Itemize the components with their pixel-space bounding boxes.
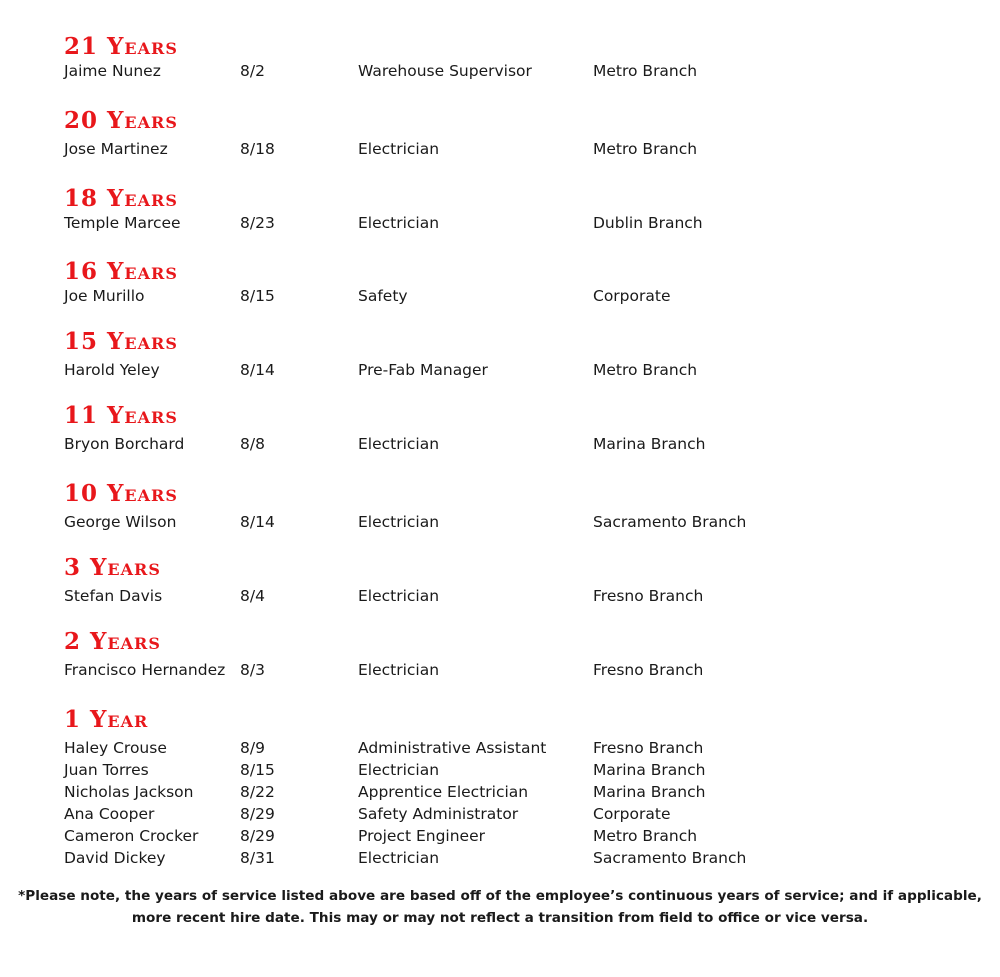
job-title: Electrician bbox=[358, 761, 440, 779]
employee-name: Joe Murillo bbox=[64, 287, 145, 305]
branch-name: Marina Branch bbox=[593, 761, 706, 779]
group-heading: 18 Years bbox=[64, 185, 178, 212]
group-heading: 11 Years bbox=[64, 402, 178, 429]
employee-row bbox=[0, 737, 1000, 759]
employee-name: Francisco Hernandez bbox=[64, 661, 226, 679]
job-title: Safety Administrator bbox=[358, 805, 519, 823]
branch-name: Metro Branch bbox=[593, 62, 698, 80]
job-title: Safety bbox=[358, 287, 408, 305]
branch-name: Sacramento Branch bbox=[593, 849, 747, 867]
branch-name: Dublin Branch bbox=[593, 214, 703, 232]
employee-row bbox=[0, 212, 1000, 234]
employee-row bbox=[0, 803, 1000, 825]
anniversary-date: 8/31 bbox=[240, 849, 275, 867]
branch-name: Fresno Branch bbox=[593, 739, 704, 757]
employee-row bbox=[0, 825, 1000, 847]
branch-name: Fresno Branch bbox=[593, 587, 704, 605]
group-heading: 10 Years bbox=[64, 480, 178, 507]
employee-row bbox=[0, 585, 1000, 607]
job-title: Project Engineer bbox=[358, 827, 485, 845]
job-title: Electrician bbox=[358, 140, 440, 158]
anniversary-date: 8/15 bbox=[240, 287, 275, 305]
employee-row bbox=[0, 359, 1000, 381]
job-title: Electrician bbox=[358, 587, 440, 605]
branch-name: Corporate bbox=[593, 805, 671, 823]
employee-row bbox=[0, 433, 1000, 455]
anniversary-date: 8/14 bbox=[240, 361, 275, 379]
anniversary-date: 8/23 bbox=[240, 214, 275, 232]
group-heading: 20 Years bbox=[64, 107, 178, 134]
employee-row bbox=[0, 659, 1000, 681]
footnote-line-2: more recent hire date. This may or may not reflect a transition from field to office or vice versa. bbox=[131, 910, 869, 926]
employee-name: Nicholas Jackson bbox=[64, 783, 194, 801]
group-heading: 1 Year bbox=[64, 706, 149, 733]
employee-name: Ana Cooper bbox=[64, 805, 155, 823]
branch-name: Marina Branch bbox=[593, 783, 706, 801]
employee-name: Haley Crouse bbox=[64, 739, 167, 757]
anniversary-date: 8/9 bbox=[240, 739, 265, 757]
group-heading: 21 Years bbox=[64, 33, 178, 60]
group-heading: 2 Years bbox=[64, 628, 161, 655]
branch-name: Metro Branch bbox=[593, 140, 698, 158]
job-title: Warehouse Supervisor bbox=[358, 62, 532, 80]
employee-row bbox=[0, 781, 1000, 803]
branch-name: Corporate bbox=[593, 287, 671, 305]
employee-row bbox=[0, 759, 1000, 781]
job-title: Apprentice Electrician bbox=[358, 783, 529, 801]
group-heading: 15 Years bbox=[64, 328, 178, 355]
employee-name: George Wilson bbox=[64, 513, 177, 531]
employee-name: Cameron Crocker bbox=[64, 827, 199, 845]
anniversary-date: 8/18 bbox=[240, 140, 275, 158]
anniversary-date: 8/22 bbox=[240, 783, 275, 801]
anniversary-date: 8/29 bbox=[240, 827, 275, 845]
employee-name: Temple Marcee bbox=[64, 214, 181, 232]
employee-name: David Dickey bbox=[64, 849, 166, 867]
branch-name: Metro Branch bbox=[593, 361, 698, 379]
employee-name: Jaime Nunez bbox=[64, 62, 161, 80]
job-title: Electrician bbox=[358, 849, 440, 867]
anniversary-date: 8/4 bbox=[240, 587, 265, 605]
job-title: Administrative Assistant bbox=[358, 739, 547, 757]
employee-name: Juan Torres bbox=[64, 761, 149, 779]
employee-row bbox=[0, 511, 1000, 533]
group-heading: 3 Years bbox=[64, 554, 161, 581]
employee-name: Bryon Borchard bbox=[64, 435, 185, 453]
anniversary-date: 8/14 bbox=[240, 513, 275, 531]
job-title: Pre-Fab Manager bbox=[358, 361, 488, 379]
job-title: Electrician bbox=[358, 214, 440, 232]
employee-row bbox=[0, 847, 1000, 869]
job-title: Electrician bbox=[358, 513, 440, 531]
branch-name: Fresno Branch bbox=[593, 661, 704, 679]
branch-name: Sacramento Branch bbox=[593, 513, 747, 531]
employee-name: Jose Martinez bbox=[64, 140, 168, 158]
anniversary-date: 8/15 bbox=[240, 761, 275, 779]
anniversary-date: 8/3 bbox=[240, 661, 265, 679]
footnote-line-1: *Please note, the years of service listed above are based off of the employee’s continuous years of service; and if applicable, bbox=[18, 888, 982, 904]
job-title: Electrician bbox=[358, 661, 440, 679]
employee-name: Stefan Davis bbox=[64, 587, 163, 605]
employee-row bbox=[0, 138, 1000, 160]
job-title: Electrician bbox=[358, 435, 440, 453]
branch-name: Metro Branch bbox=[593, 827, 698, 845]
employee-name: Harold Yeley bbox=[64, 361, 160, 379]
group-heading: 16 Years bbox=[64, 258, 178, 285]
anniversary-date: 8/8 bbox=[240, 435, 265, 453]
employee-row bbox=[0, 60, 1000, 82]
employee-row bbox=[0, 285, 1000, 307]
anniversary-date: 8/29 bbox=[240, 805, 275, 823]
anniversary-date: 8/2 bbox=[240, 62, 265, 80]
branch-name: Marina Branch bbox=[593, 435, 706, 453]
